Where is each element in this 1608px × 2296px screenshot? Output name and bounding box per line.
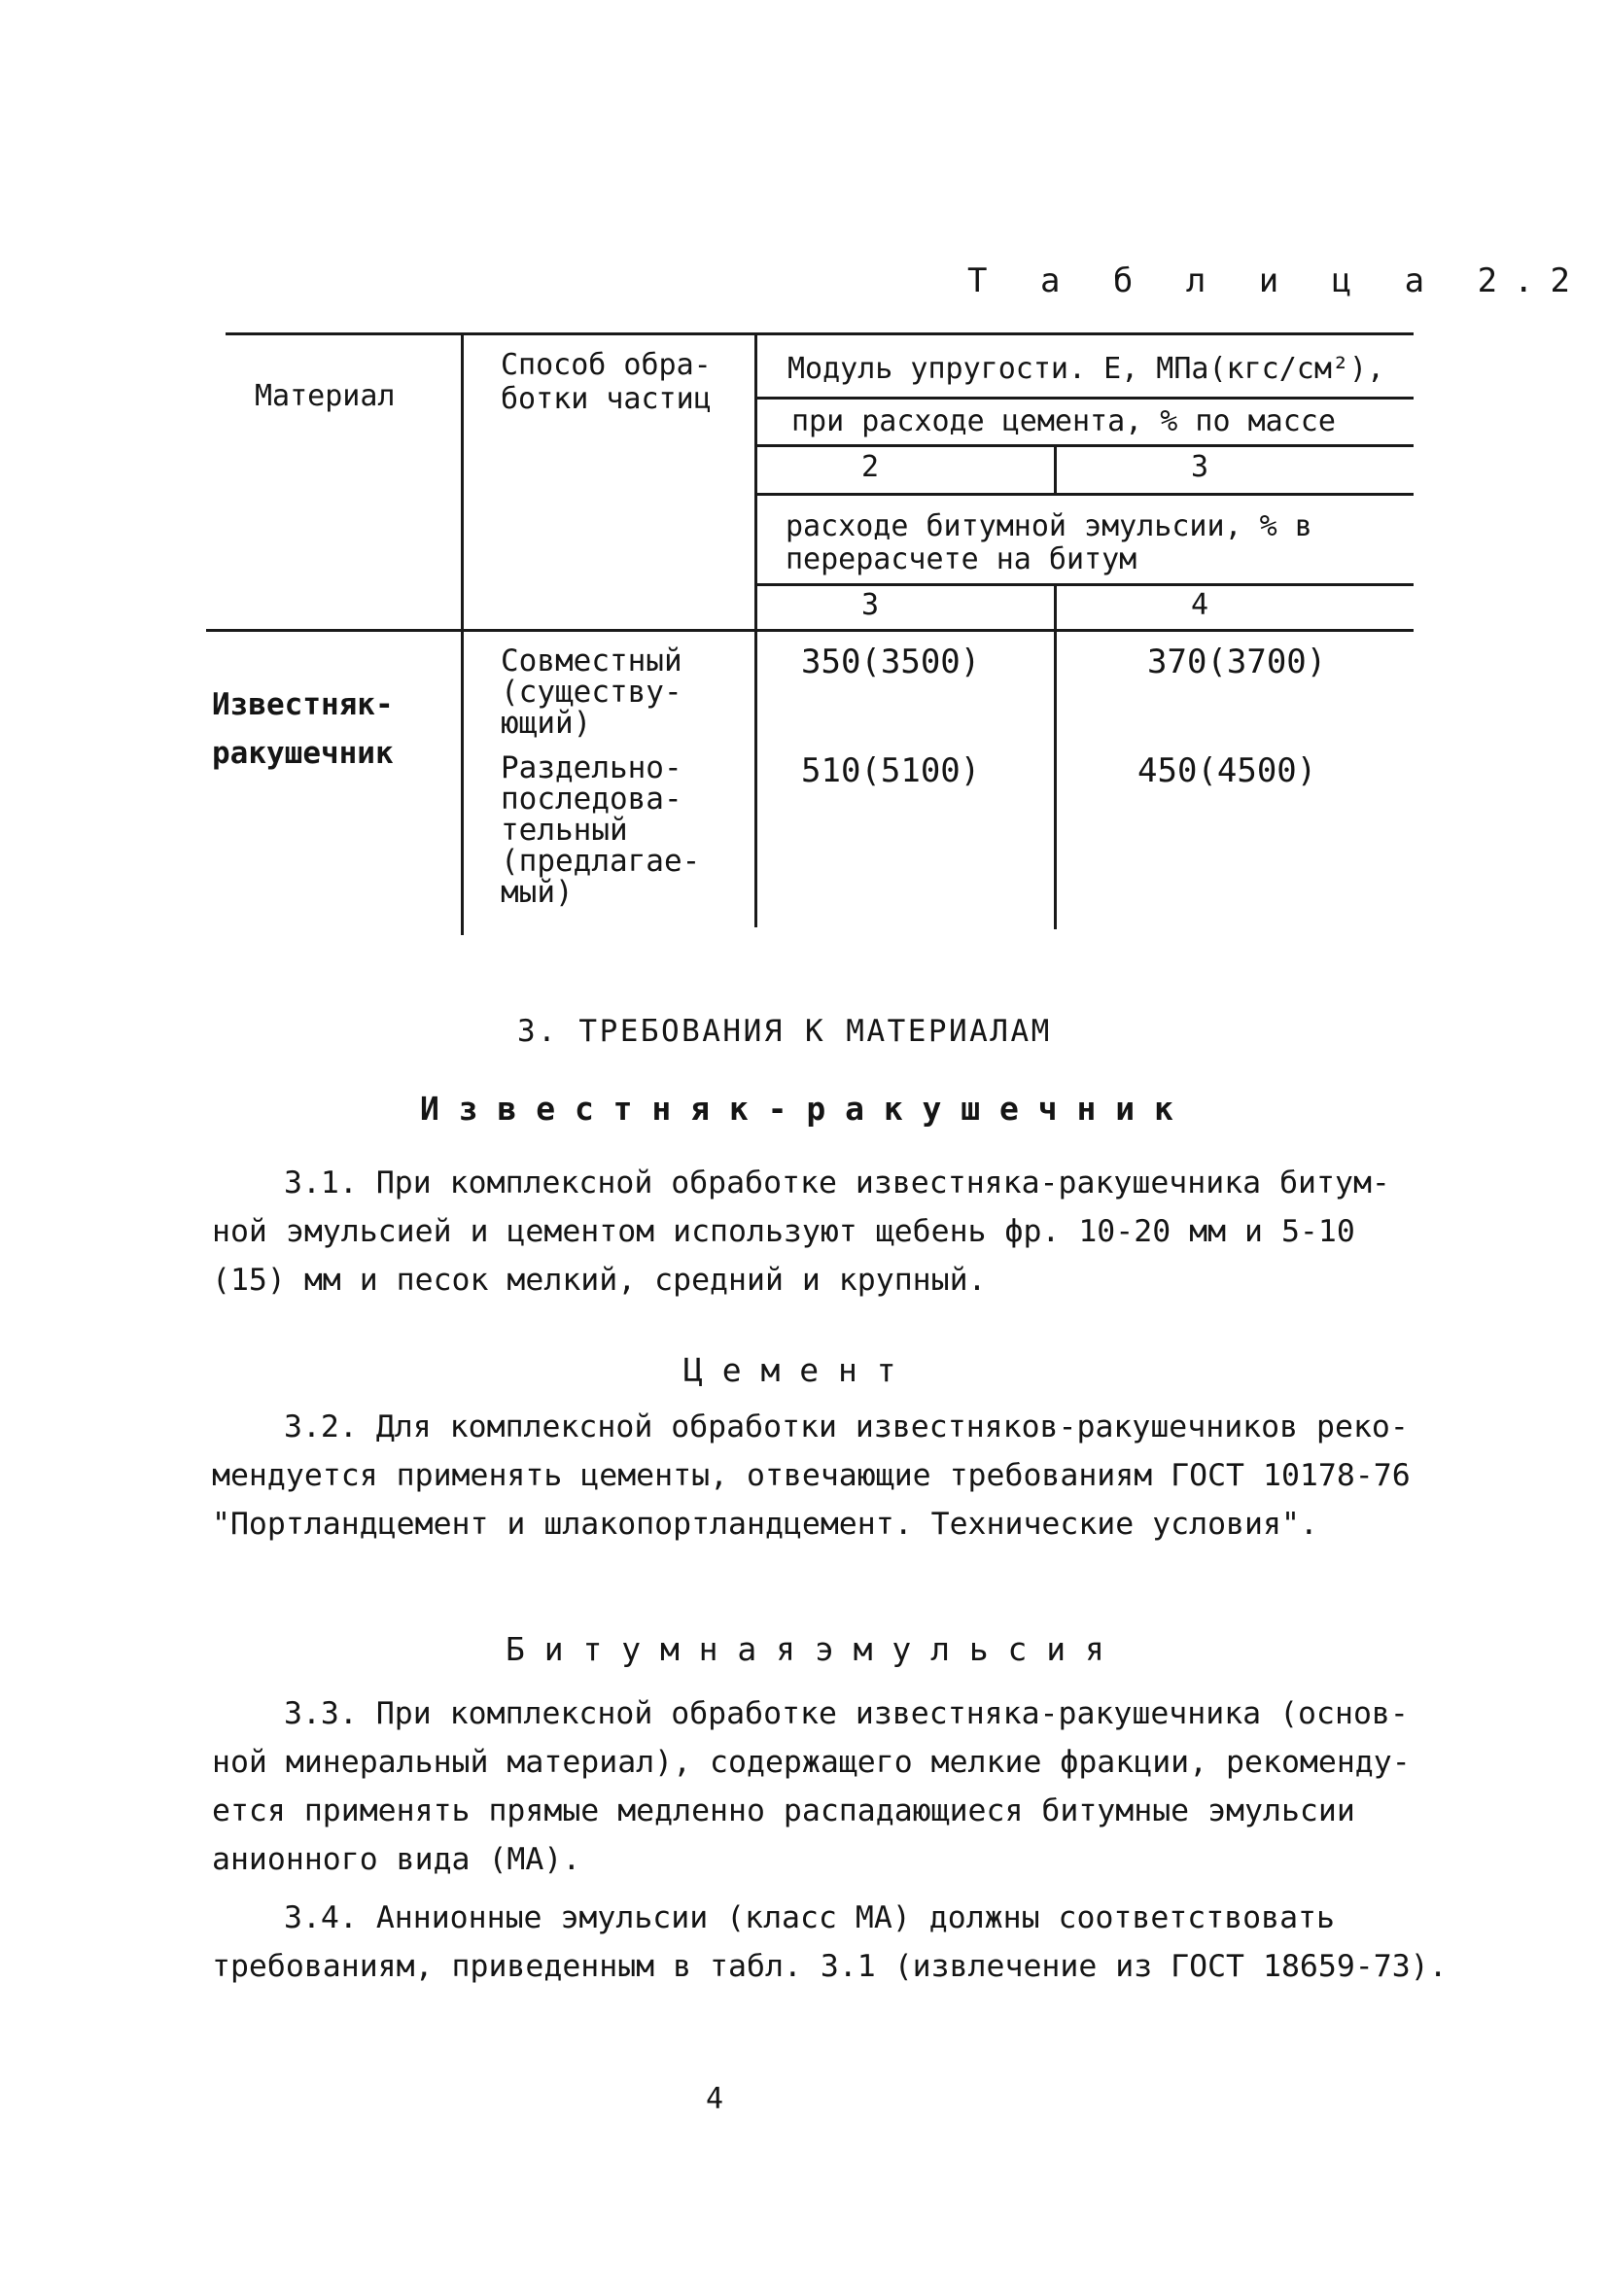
- paragraph-3-3: 3.3. При комплексной обработке известняка-ракушечника (основ- ной минеральный материал), содержащего мелкие фракции, рекоменду- ется применять прямые медленно распадающиеся битумные эмульсии анионного вида (МА).: [212, 1696, 1411, 1877]
- page-number: 4: [706, 2082, 724, 2116]
- header-modulus: Модуль упругости. Е, МПа(кгс/см²),: [787, 352, 1385, 386]
- table-top-rule: [226, 332, 1414, 335]
- cell-material-line2: ракушечник: [212, 736, 394, 771]
- cell-modulus-value: 350(3500): [801, 643, 981, 681]
- table-rule-cement: [757, 444, 1414, 447]
- cell-method-line: тельный: [501, 813, 628, 848]
- cell-material-line1: Известняк-: [212, 687, 394, 722]
- header-cement-value-1: 2: [861, 450, 880, 484]
- header-cement-value-2: 3: [1191, 450, 1209, 484]
- subsection-bitumen-emulsion: Б и т у м н а я э м у л ь с и я: [506, 1630, 1104, 1668]
- section-title: 3. ТРЕБОВАНИЯ К МАТЕРИАЛАМ: [517, 1014, 1052, 1049]
- cell-method-line: последова-: [501, 782, 682, 817]
- paragraph-3-4: 3.4. Аннионные эмульсии (класс МА) должны соответствовать требованиям, приведенным в табл. 3.1 (извлечение из ГОСТ 18659-73).: [212, 1900, 1448, 1984]
- table-body-divider: [1054, 632, 1057, 929]
- cell-method-line: ющий): [501, 706, 592, 741]
- header-method-line2: ботки частиц: [501, 382, 712, 416]
- cell-method-line: мый): [501, 875, 574, 910]
- header-emulsion-label-line2: перерасчете на битум: [786, 542, 1137, 576]
- cell-method-line: (существу-: [501, 675, 682, 710]
- header-material: Материал: [255, 379, 396, 413]
- subsection-cement: Ц е м е н т: [683, 1351, 896, 1389]
- table-cement-divider: [1054, 444, 1057, 495]
- table-rule-cement-values: [757, 493, 1414, 496]
- table-emulsion-divider: [1054, 583, 1057, 632]
- table-rule-emulsion: [757, 583, 1414, 586]
- header-emulsion-value-1: 3: [861, 588, 880, 622]
- cell-method-line: Совместный: [501, 644, 682, 678]
- cell-modulus-value: 370(3700): [1147, 643, 1327, 681]
- header-emulsion-label-line1: расходе битумной эмульсии, % в: [786, 509, 1312, 543]
- cell-method-line: Раздельно-: [501, 750, 682, 785]
- cell-modulus-value: 450(4500): [1137, 751, 1317, 790]
- cell-modulus-value: 510(5100): [801, 751, 981, 790]
- paragraph-3-1: 3.1. При комплексной обработке известняка-ракушечника битум- ной эмульсией и цементом используют щебень фр. 10-20 мм и 5-10 (15) мм и песок мелкий, средний и крупный.: [212, 1165, 1390, 1298]
- subsection-limestone: И з в е с т н я к - р а к у ш е ч н и к: [420, 1090, 1173, 1128]
- table-rule-modulus: [757, 397, 1414, 400]
- header-cement-label: при расходе цемента, % по массе: [791, 404, 1336, 438]
- cell-method-line: (предлагае-: [501, 844, 701, 879]
- table-caption: Т а б л и ц а 2.2: [967, 261, 1587, 300]
- header-method-line1: Способ обра-: [501, 348, 712, 382]
- paragraph-3-2: 3.2. Для комплексной обработки известняков-ракушечников реко- мендуется применять цементы, отвечающие требованиям ГОСТ 10178-76 "Портландцемент и шлакопортландцемент. Технические условия".: [212, 1409, 1411, 1542]
- table-header-bottom-rule: [206, 629, 1414, 632]
- table-col-divider-1: [461, 332, 464, 935]
- header-emulsion-value-2: 4: [1191, 588, 1209, 622]
